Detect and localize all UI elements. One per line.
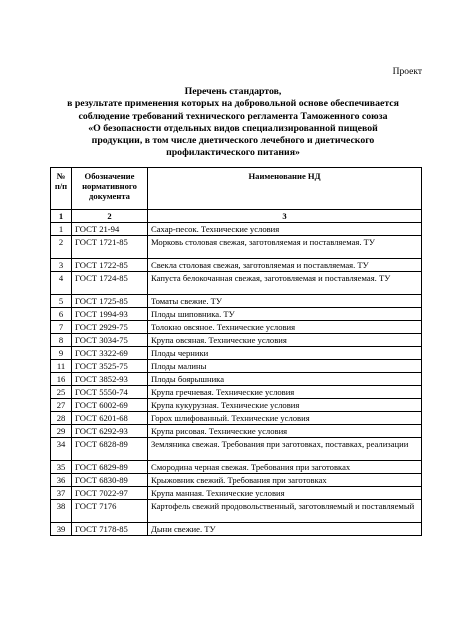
row-document-code: ГОСТ 7176 [72, 500, 148, 523]
row-number: 35 [51, 461, 72, 474]
title-line: Перечень стандартов, [184, 86, 282, 97]
row-document-code: ГОСТ 1722-85 [72, 259, 148, 272]
row-number: 38 [51, 500, 72, 523]
row-document-code: ГОСТ 6828-89 [72, 438, 148, 461]
column-number-row [51, 210, 422, 223]
column-number: 3 [148, 210, 422, 223]
row-document-code: ГОСТ 3322-69 [72, 347, 148, 360]
row-document-code: ГОСТ 6002-69 [72, 399, 148, 412]
table-row [51, 500, 422, 523]
row-document-code: ГОСТ 1994-93 [72, 308, 148, 321]
row-number: 6 [51, 308, 72, 321]
table-row [51, 386, 422, 399]
row-document-name: Плоды боярышника [148, 373, 422, 386]
row-document-name: Плоды черники [148, 347, 422, 360]
row-document-code: ГОСТ 21-94 [72, 223, 148, 236]
column-number: 1 [51, 210, 72, 223]
row-document-name: Крупа рисовая. Технические условия [148, 425, 422, 438]
table-body [51, 223, 422, 536]
title-line: в результате применения которых на добровольной основе обеспечивается [67, 98, 399, 110]
row-document-name: Горох шлифованный. Технические условия [148, 412, 422, 425]
row-number: 27 [51, 399, 72, 412]
row-number: 34 [51, 438, 72, 461]
table-row [51, 236, 422, 259]
table-row [51, 412, 422, 425]
document-title [50, 86, 416, 160]
row-number: 39 [51, 523, 72, 536]
title-line: профилактического питания» [166, 147, 300, 159]
row-document-name: Плоды малины [148, 360, 422, 373]
row-document-code: ГОСТ 3852-93 [72, 373, 148, 386]
table-row [51, 321, 422, 334]
table-row [51, 399, 422, 412]
table-row [51, 360, 422, 373]
row-document-code: ГОСТ 1721-85 [72, 236, 148, 259]
table-header-row [51, 168, 422, 210]
row-document-code: ГОСТ 3034-75 [72, 334, 148, 347]
table-row [51, 461, 422, 474]
table-row [51, 474, 422, 487]
row-number: 8 [51, 334, 72, 347]
column-number: 2 [72, 210, 148, 223]
row-document-code: ГОСТ 1725-85 [72, 295, 148, 308]
row-number: 29 [51, 425, 72, 438]
row-document-code: ГОСТ 3525-75 [72, 360, 148, 373]
row-document-code: ГОСТ 6830-89 [72, 474, 148, 487]
title-line: соблюдение требований технического регламента Таможенного союза [78, 110, 388, 122]
row-number: 16 [51, 373, 72, 386]
row-document-code: ГОСТ 6292-93 [72, 425, 148, 438]
row-number: 11 [51, 360, 72, 373]
table-row [51, 373, 422, 386]
row-number: 1 [51, 223, 72, 236]
table-row [51, 223, 422, 236]
row-document-name: Крупа манная. Технические условия [148, 487, 422, 500]
row-number: 5 [51, 295, 72, 308]
row-document-name: Крупа кукурузная. Технические условия [148, 399, 422, 412]
row-document-name: Смородина черная свежая. Требования при заготовках [148, 461, 422, 474]
row-document-code: ГОСТ 7178-85 [72, 523, 148, 536]
row-document-name: Дыни свежие. ТУ [148, 523, 422, 536]
row-document-name: Морковь столовая свежая, заготовляемая и поставляемая. ТУ [148, 236, 422, 259]
row-number: 7 [51, 321, 72, 334]
table-row [51, 523, 422, 536]
standards-table [50, 167, 422, 536]
row-document-code: ГОСТ 1724-85 [72, 272, 148, 295]
draft-label: Проект [392, 67, 422, 77]
row-document-name: Крыжовник свежий. Требования при заготовках [148, 474, 422, 487]
header-document-code: Обозначение нормативного документа [72, 168, 148, 210]
row-number: 2 [51, 236, 72, 259]
row-number: 28 [51, 412, 72, 425]
row-document-name: Крупа овсяная. Технические условия [148, 334, 422, 347]
row-document-name: Крупа гречневая. Технические условия [148, 386, 422, 399]
row-document-code: ГОСТ 6201-68 [72, 412, 148, 425]
table-row [51, 425, 422, 438]
row-number: 37 [51, 487, 72, 500]
row-number: 25 [51, 386, 72, 399]
row-document-code: ГОСТ 7022-97 [72, 487, 148, 500]
table-row [51, 308, 422, 321]
row-document-code: ГОСТ 2929-75 [72, 321, 148, 334]
table-row [51, 347, 422, 360]
title-line: «О безопасности отдельных видов специализированной пищевой [88, 122, 378, 134]
row-number: 4 [51, 272, 72, 295]
row-number: 36 [51, 474, 72, 487]
table-row [51, 438, 422, 461]
header-document-name: Наименование НД [148, 168, 422, 210]
row-document-name: Томаты свежие. ТУ [148, 295, 422, 308]
row-number: 3 [51, 259, 72, 272]
header-number: № п/п [51, 168, 72, 210]
title-line: продукции, в том числе диетического лечебного и диетического [91, 135, 375, 147]
row-document-name: Толокно овсяное. Технические условия [148, 321, 422, 334]
row-document-code: ГОСТ 5550-74 [72, 386, 148, 399]
row-number: 9 [51, 347, 72, 360]
row-document-name: Плоды шиповника. ТУ [148, 308, 422, 321]
row-document-code: ГОСТ 6829-89 [72, 461, 148, 474]
row-document-name: Картофель свежий продовольственный, заготовляемый и поставляемый [148, 500, 422, 523]
table-row [51, 487, 422, 500]
table-row [51, 334, 422, 347]
row-document-name: Капуста белокочанная свежая, заготовляемая и поставляемая. ТУ [148, 272, 422, 295]
table-row [51, 259, 422, 272]
row-document-name: Сахар-песок. Технические условия [148, 223, 422, 236]
row-document-name: Свекла столовая свежая, заготовляемая и поставляемая. ТУ [148, 259, 422, 272]
table-row [51, 295, 422, 308]
row-document-name: Земляника свежая. Требования при заготовках, поставках, реализации [148, 438, 422, 461]
table-row [51, 272, 422, 295]
